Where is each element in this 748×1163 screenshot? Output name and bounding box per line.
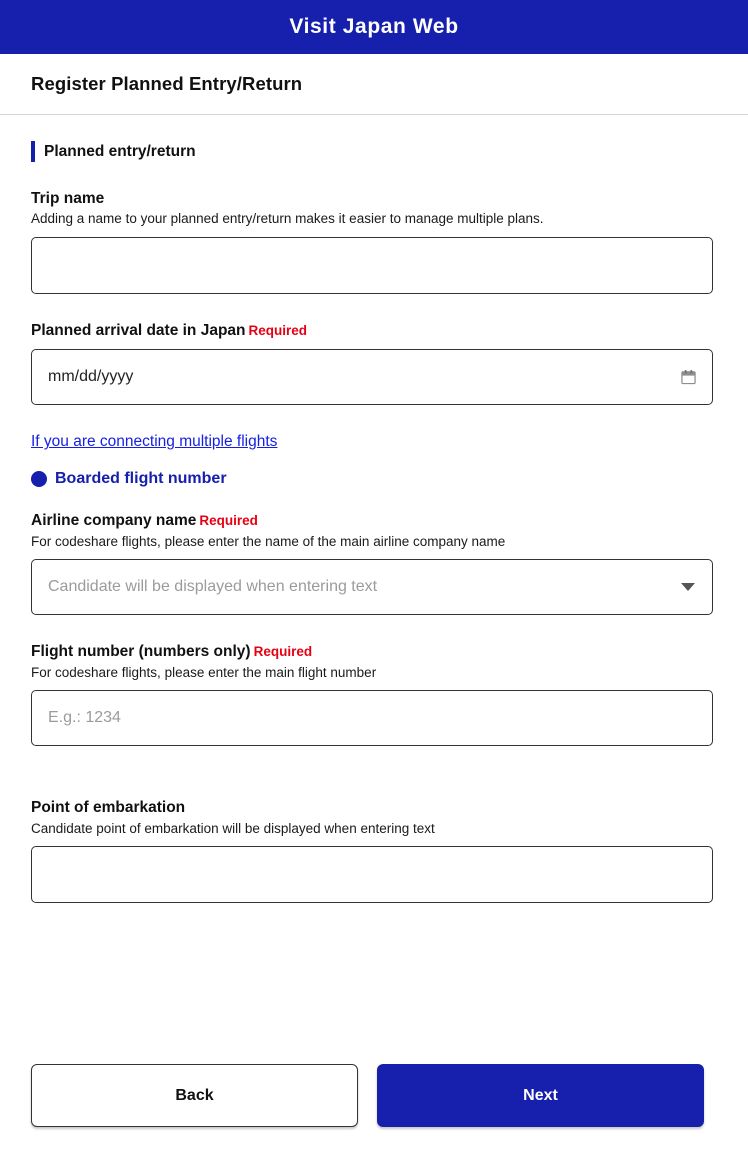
flight-number-input[interactable] (31, 690, 713, 746)
section-accent-bar-icon (31, 141, 35, 162)
back-button[interactable]: Back (31, 1064, 358, 1127)
connecting-flights-link-row (31, 433, 717, 451)
page-title: Register Planned Entry/Return (31, 73, 303, 94)
connecting-flights-link[interactable]: If you are connecting multiple flights (31, 433, 278, 451)
flight-number-placeholder: E.g.: 1234 (48, 709, 121, 727)
airline-company-note: For codeshare flights, please enter the name of the main airline company name (31, 533, 506, 549)
app-title: Visit Japan Web (289, 15, 459, 38)
arrival-date-input[interactable] (31, 349, 713, 405)
field-flight-number (31, 642, 717, 746)
point-of-embarkation-input[interactable] (31, 846, 713, 903)
flight-number-label (31, 642, 717, 661)
flight-number-required-badge: Required (253, 644, 313, 660)
boarded-flight-number-heading (31, 470, 717, 488)
point-of-embarkation-note: Candidate point of embarkation will be displayed when entering text (31, 820, 435, 836)
trip-name-label: Trip name (31, 190, 105, 207)
airline-company-placeholder: Candidate will be displayed when entering text (48, 578, 378, 596)
field-airline-company-name (31, 511, 717, 615)
app-header (0, 0, 748, 54)
airline-company-select[interactable] (31, 559, 713, 615)
field-arrival-date (31, 321, 717, 405)
flight-number-note: For codeshare flights, please enter the main flight number (31, 664, 377, 680)
trip-name-note: Adding a name to your planned entry/return makes it easier to manage multiple plans. (31, 211, 544, 227)
form-actions (31, 1064, 704, 1127)
flight-number-label-text: Flight number (numbers only) (31, 643, 251, 661)
trip-name-input[interactable] (31, 237, 713, 294)
section-planned-entry-return (31, 141, 717, 162)
field-point-of-embarkation (31, 798, 717, 903)
arrival-date-value: mm/dd/yyyy (48, 368, 134, 386)
boarded-flight-number-label: Boarded flight number (55, 470, 227, 488)
airline-company-required-badge: Required (199, 513, 258, 529)
field-trip-name (31, 189, 717, 294)
arrival-date-required-badge: Required (248, 322, 308, 338)
next-button[interactable]: Next (377, 1064, 704, 1127)
page-heading-bar (0, 54, 748, 115)
filled-circle-icon (31, 471, 47, 487)
airline-company-label (31, 511, 717, 530)
point-of-embarkation-label: Point of embarkation (31, 799, 186, 817)
calendar-icon[interactable] (681, 370, 696, 385)
section-title-label: Planned entry/return (44, 142, 196, 160)
chevron-down-icon[interactable] (681, 583, 695, 591)
arrival-date-label (31, 321, 717, 340)
form-content (0, 141, 748, 903)
airline-company-label-text: Airline company name (31, 512, 197, 530)
content-spacer (31, 746, 717, 798)
arrival-date-label-text: Planned arrival date in Japan (31, 321, 246, 339)
